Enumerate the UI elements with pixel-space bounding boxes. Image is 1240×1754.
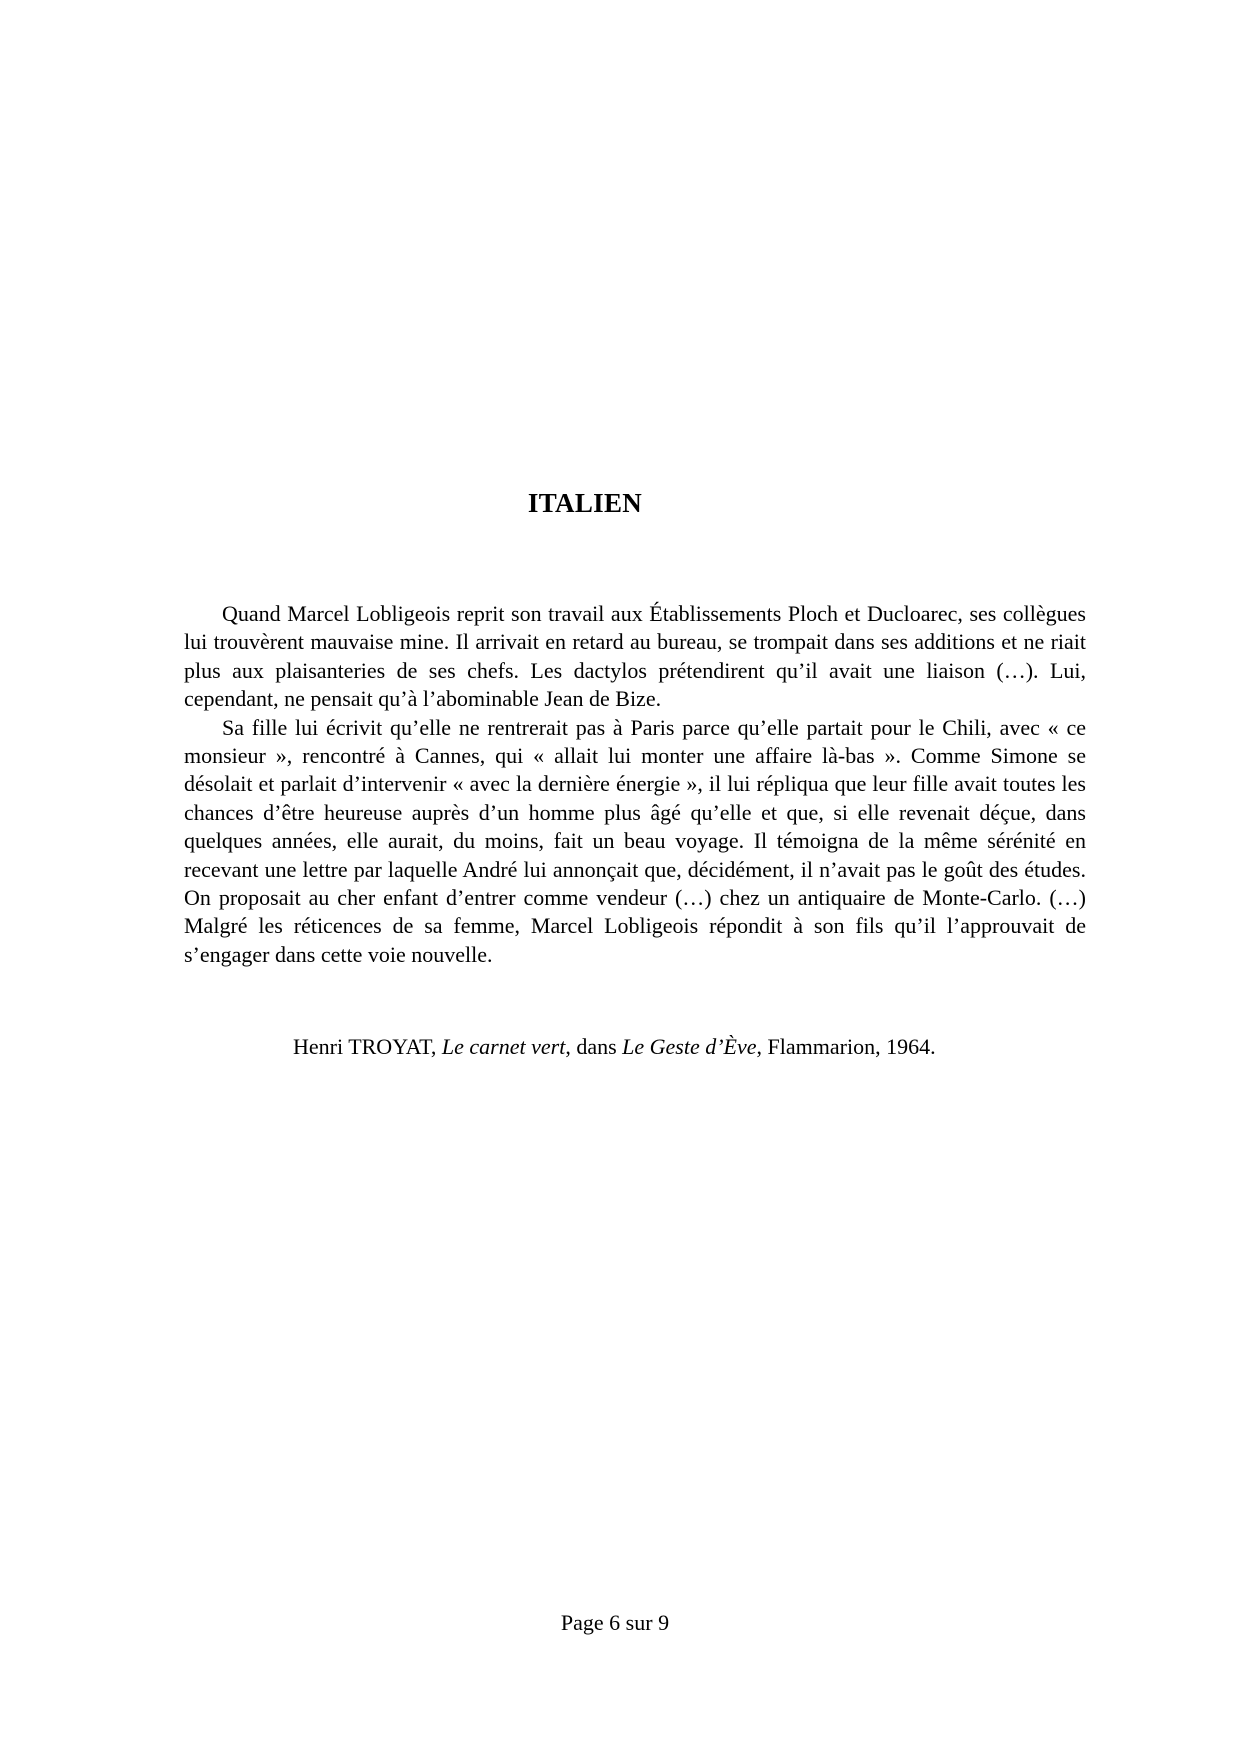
paragraph-2: Sa fille lui écrivit qu’elle ne rentrerait pas à Paris parce qu’elle partait pour le Chili, avec « ce monsieur », rencontré à Cannes, qui « allait lui monter une affaire là-bas ». Comme Simone se désolait et parlait d’intervenir « avec la dernière énergie », il lui répliqua que leur fille avait toutes les chances d’être heureuse auprès d’un homme plus âgé qu’elle et que, si elle revenait déçue, dans quelques années, elle aurait, du moins, fait un beau voyage. Il témoigna de la même sérénité en recevant une lettre par laquelle André lui annonçait que, décidément, il n’avait pas le goût des études. On proposait au cher enfant d’entrer comme vendeur (…) chez un antiquaire de Monte-Carlo. (…) Malgré les réticences de sa femme, Marcel Lobligeois répondit à son fils qu’il l’approuvait de s’engager dans cette voie nouvelle. xyxy=(184,714,1086,967)
citation-separator: , xyxy=(430,1034,442,1059)
citation-author: Henri TROYAT xyxy=(293,1034,431,1059)
citation-work: Le carnet vert xyxy=(441,1034,566,1059)
citation-separator: , dans xyxy=(565,1034,623,1059)
paragraph-1: Quand Marcel Lobligeois reprit son travail aux Établissements Ploch et Ducloarec, ses collègues lui trouvèrent mauvaise mine. Il arrivait en retard au bureau, se trompait dans ses additions et ne riait plus aux plaisanteries de ses chefs. Les dactylos prétendirent qu’il avait une liaison (…). Lui, cependant, ne pensait qu’à l’abominable Jean de Bize. xyxy=(184,601,1086,712)
citation xyxy=(293,1034,936,1060)
citation-publisher: , Flammarion, 1964. xyxy=(756,1034,936,1059)
page-number: Page 6 sur 9 xyxy=(560,1610,670,1635)
body-text xyxy=(184,600,1086,969)
page-title: ITALIEN xyxy=(527,488,643,518)
citation-collection: Le Geste d’Ève xyxy=(622,1034,757,1059)
